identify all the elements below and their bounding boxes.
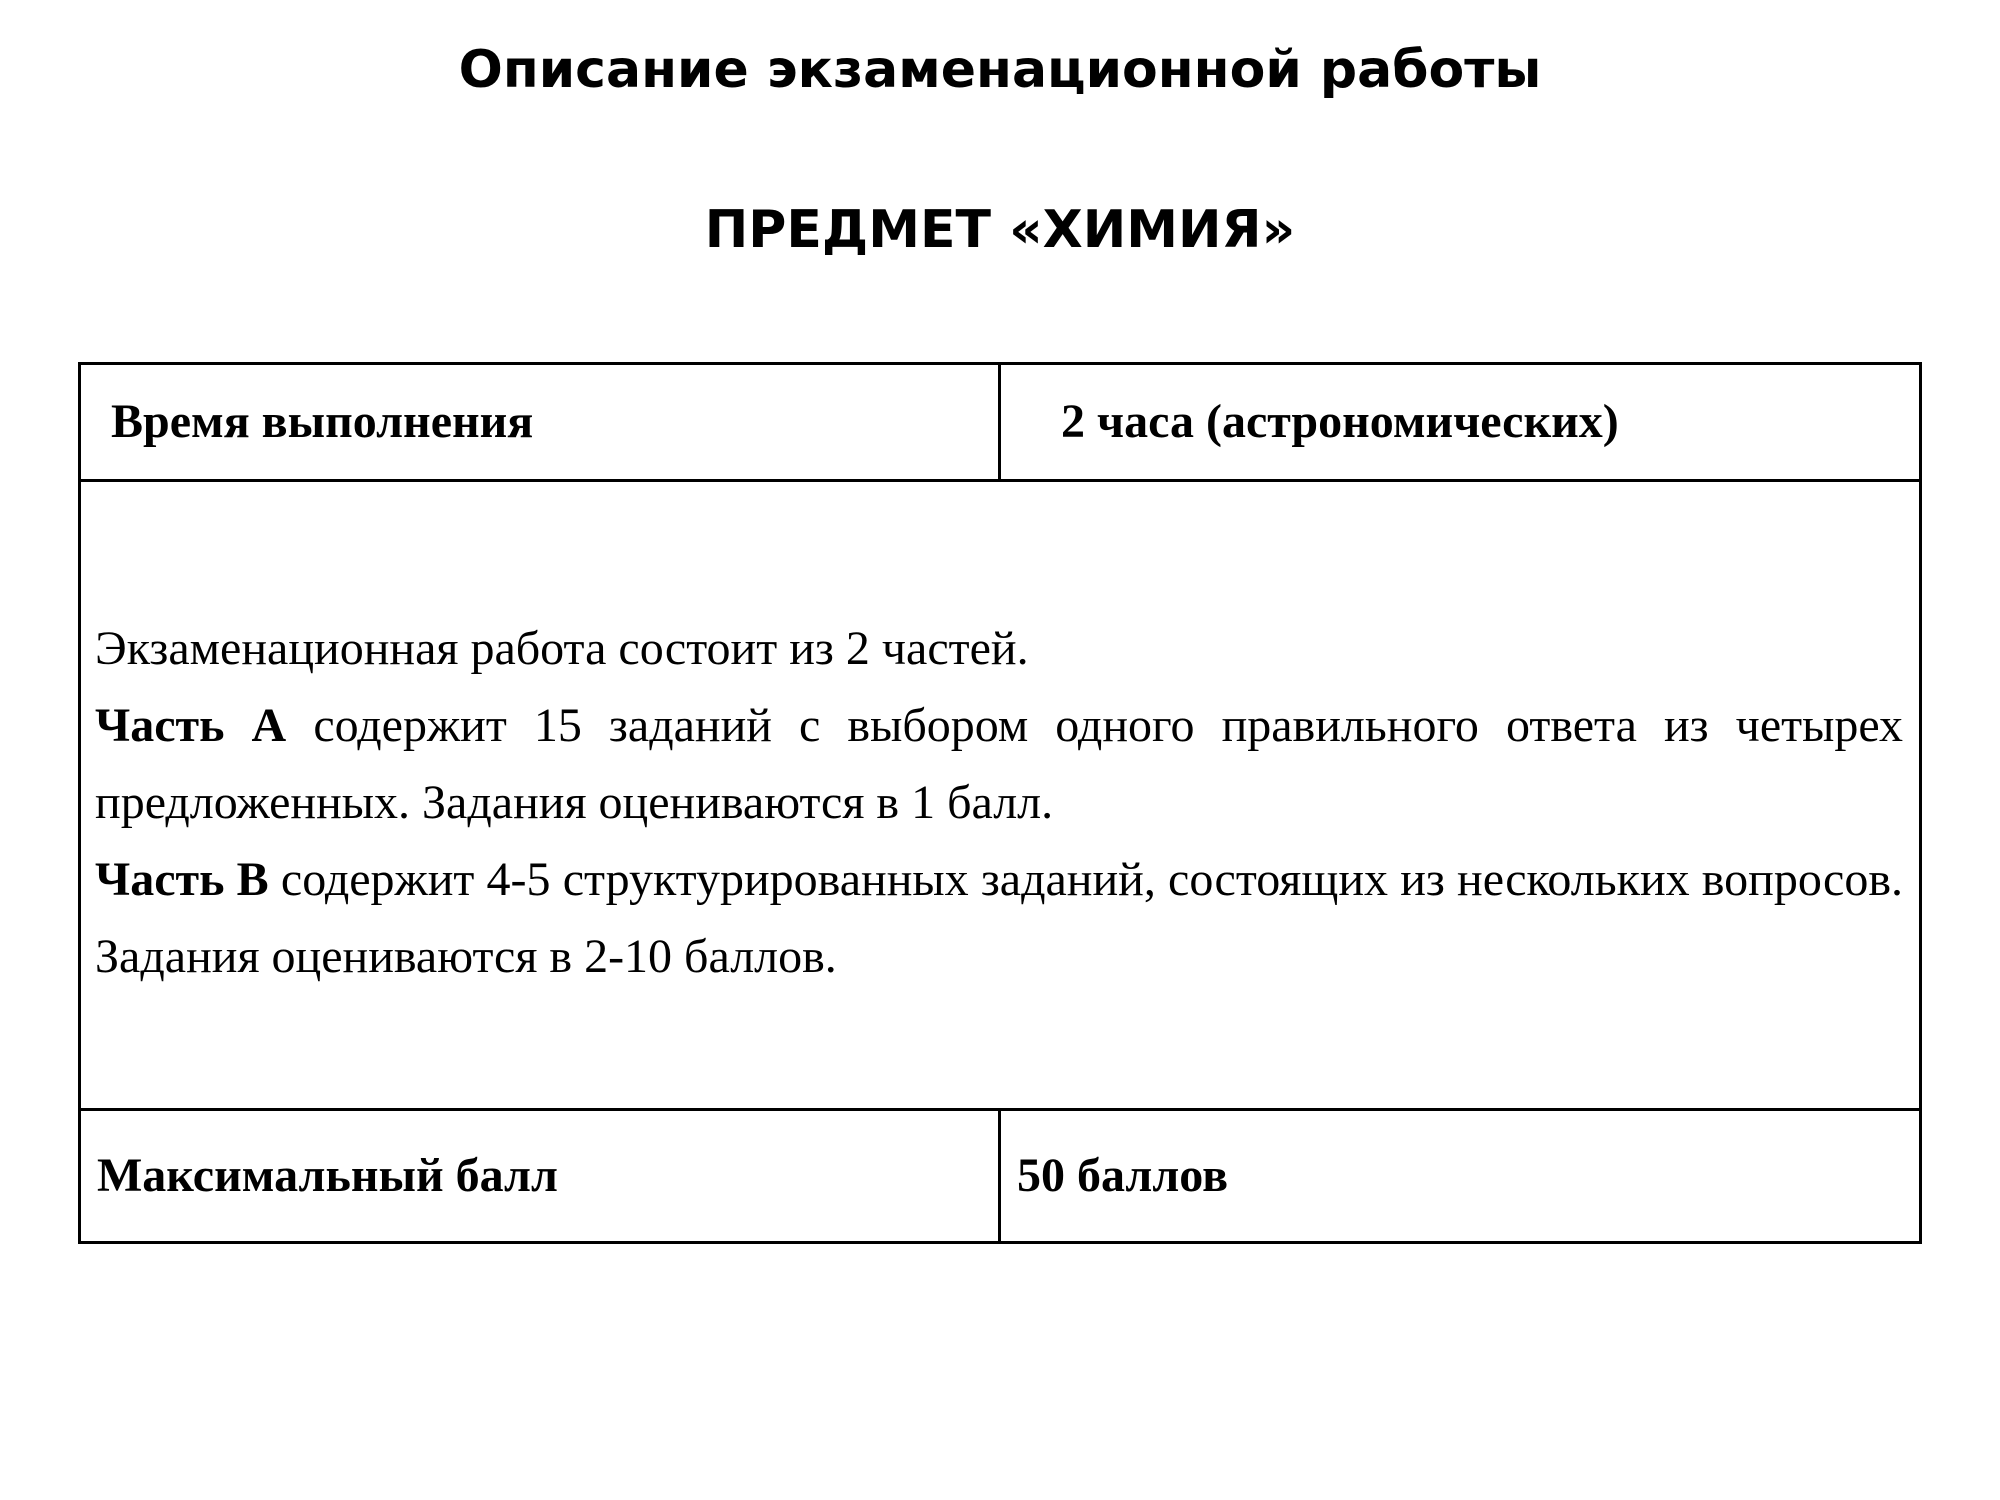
part-b-label: Часть В [95, 852, 269, 906]
table-row-max-score [80, 1110, 1921, 1243]
part-a-paragraph [95, 687, 1903, 841]
part-a-label: Часть А [95, 698, 287, 752]
part-b-paragraph [95, 841, 1903, 995]
subject-heading: ПРЕДМЕТ «ХИМИЯ» [704, 200, 1296, 260]
max-score-value: 50 баллов [1000, 1110, 1921, 1243]
document-title: Описание экзаменационной работы [458, 40, 1542, 100]
part-a-text: содержит 15 заданий с выбором одного правильного ответа из четырех предложенных. Задания оцениваются в 1 балл. [95, 698, 1904, 829]
max-score-label: Максимальный балл [80, 1110, 1000, 1243]
time-label: Время выполнения [80, 364, 1000, 481]
description-intro [95, 610, 1903, 687]
table-row-time [80, 364, 1921, 481]
table-row-description [80, 481, 1921, 1110]
description-cell [80, 481, 1921, 1110]
time-value: 2 часа (астрономических) [1000, 364, 1921, 481]
part-b-text: содержит 4-5 структурированных заданий, состоящих из нескольких вопросов. Задания оцениваются в 2-10 баллов. [95, 852, 1903, 983]
intro-text: Экзаменационная работа состоит из 2 частей. [95, 621, 1029, 675]
exam-info-table [78, 362, 1922, 1244]
